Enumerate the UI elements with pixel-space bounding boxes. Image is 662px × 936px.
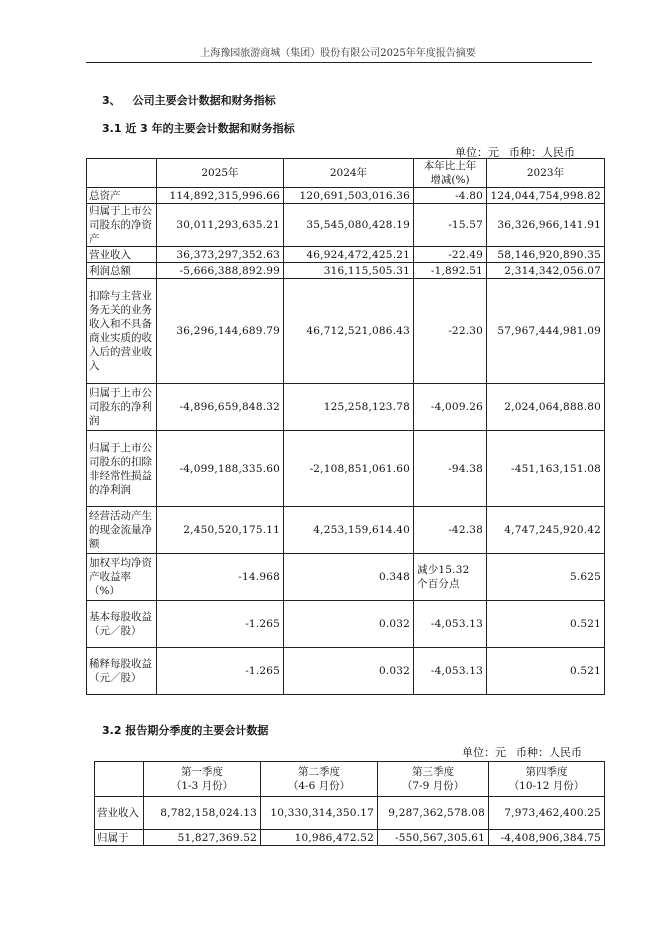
value-change: -15.57 — [414, 204, 487, 247]
value-2024: 0.348 — [284, 554, 414, 601]
value-2025: 2,450,520,175.11 — [157, 507, 284, 554]
table-row — [87, 204, 605, 247]
unit-label: 单位：元 — [462, 746, 506, 759]
value-2025: -1.265 — [157, 601, 284, 648]
quarterly-data-table — [94, 761, 605, 846]
row-label: 经营活动产生的现金流量净额 — [87, 507, 157, 554]
value-2025: -5,666,388,892.99 — [157, 263, 284, 279]
value-change: -94.38 — [414, 431, 487, 507]
header-q3: 第三季度 （7-9 月份） — [378, 762, 489, 797]
value-2025: -4,099,188,335.60 — [157, 431, 284, 507]
value-change: -22.30 — [414, 279, 487, 384]
header-q1: 第一季度 （1-3 月份） — [144, 762, 261, 797]
header-blank — [87, 159, 157, 188]
value-2025: -4,896,659,848.32 — [157, 384, 284, 431]
value-2025: 36,373,297,352.63 — [157, 247, 284, 263]
value-2023: 0.521 — [487, 648, 605, 695]
row-label: 归属于上市公司股东的扣除非经常性损益的净利润 — [87, 431, 157, 507]
header-blank — [95, 762, 144, 797]
value-2024: 4,253,159,614.40 — [284, 507, 414, 554]
section-3-title: 公司主要会计数据和财务指标 — [132, 94, 276, 107]
row-label: 基本每股收益（元／股） — [87, 601, 157, 648]
value-q4: 7,973,462,400.25 — [489, 797, 605, 830]
value-q1: 51,827,369.52 — [144, 830, 261, 846]
value-2023: 36,326,966,141.91 — [487, 204, 605, 247]
section-3-2-title: 3.2 报告期分季度的主要会计数据 — [102, 724, 269, 737]
header-rule — [86, 62, 592, 63]
table-row — [87, 431, 605, 507]
value-change: -42.38 — [414, 507, 487, 554]
value-2023: 2,314,342,056.07 — [487, 263, 605, 279]
value-2025: -1.265 — [157, 648, 284, 695]
value-2024: 46,712,521,086.43 — [284, 279, 414, 384]
table-row — [87, 554, 605, 601]
header-q4: 第四季度 （10-12 月份） — [489, 762, 605, 797]
row-label: 稀释每股收益（元／股） — [87, 648, 157, 695]
value-change: 减少15.32 个百分点 — [414, 554, 487, 601]
header-2023: 2023年 — [487, 159, 605, 188]
table-row — [87, 648, 605, 695]
table-row — [87, 247, 605, 263]
financial-indicators-table — [86, 158, 605, 695]
table-row — [95, 797, 605, 830]
value-2023: 0.521 — [487, 601, 605, 648]
value-change: -4,053.13 — [414, 601, 487, 648]
value-2025: 30,011,293,635.21 — [157, 204, 284, 247]
value-2025: -14.968 — [157, 554, 284, 601]
value-2024: 316,115,505.31 — [284, 263, 414, 279]
table-header-row — [95, 762, 605, 797]
value-2024: 0.032 — [284, 648, 414, 695]
section-3-1-title: 3.1 近 3 年的主要会计数据和财务指标 — [102, 122, 295, 135]
value-q2: 10,986,472.52 — [261, 830, 378, 846]
value-change: -4,053.13 — [414, 648, 487, 695]
value-2024: 35,545,080,428.19 — [284, 204, 414, 247]
currency-label: 币种：人民币 — [516, 746, 582, 759]
row-label: 营业收入 — [95, 797, 144, 830]
header-change: 本年比上年 增减(%) — [414, 159, 487, 188]
table-header-row — [87, 159, 605, 188]
table-row — [87, 188, 605, 204]
value-q3: 9,287,362,578.08 — [378, 797, 489, 830]
value-change: -4,009.26 — [414, 384, 487, 431]
value-2023: -451,163,151.08 — [487, 431, 605, 507]
value-change: -22.49 — [414, 247, 487, 263]
row-label: 利润总额 — [87, 263, 157, 279]
row-label: 营业收入 — [87, 247, 157, 263]
value-q4: -4,408,906,384.75 — [489, 830, 605, 846]
value-2023: 5.625 — [487, 554, 605, 601]
table-row — [87, 507, 605, 554]
row-label: 归属于 — [95, 830, 144, 846]
row-label: 总资产 — [87, 188, 157, 204]
value-2024: 120,691,503,016.36 — [284, 188, 414, 204]
value-2025: 36,296,144,689.79 — [157, 279, 284, 384]
value-2024: 0.032 — [284, 601, 414, 648]
value-2023: 57,967,444,981.09 — [487, 279, 605, 384]
value-2024: 125,258,123.78 — [284, 384, 414, 431]
value-change: -4.80 — [414, 188, 487, 204]
table-row — [87, 263, 605, 279]
value-2023: 2,024,064,888.80 — [487, 384, 605, 431]
report-header: 上海豫园旅游商城（集团）股份有限公司2025年年度报告摘要 — [200, 48, 476, 59]
value-2025: 114,892,315,996.66 — [157, 188, 284, 204]
value-2024: -2,108,851,061.60 — [284, 431, 414, 507]
unit-line-2 — [462, 744, 582, 760]
row-label: 加权平均净资产收益率（%） — [87, 554, 157, 601]
unit-label: 单位：元 — [455, 146, 499, 159]
value-q3: -550,567,305.61 — [378, 830, 489, 846]
row-label: 归属于上市公司股东的净利润 — [87, 384, 157, 431]
value-2024: 46,924,472,425.21 — [284, 247, 414, 263]
table-row — [95, 830, 605, 846]
header-2024: 2024年 — [284, 159, 414, 188]
table-row — [87, 601, 605, 648]
section-3-heading — [102, 92, 276, 108]
currency-label: 币种：人民币 — [509, 146, 575, 159]
header-2025: 2025年 — [157, 159, 284, 188]
value-q2: 10,330,314,350.17 — [261, 797, 378, 830]
header-q2: 第二季度 （4-6 月份） — [261, 762, 378, 797]
row-label: 归属于上市公司股东的净资产 — [87, 204, 157, 247]
table-row — [87, 384, 605, 431]
value-q1: 8,782,158,024.13 — [144, 797, 261, 830]
value-change: -1,892.51 — [414, 263, 487, 279]
value-2023: 58,146,920,890.35 — [487, 247, 605, 263]
section-3-number: 3、 — [102, 94, 121, 107]
table-row — [87, 279, 605, 384]
row-label: 扣除与主营业务无关的业务收入和不具备商业实质的收入后的营业收入 — [87, 279, 157, 384]
value-2023: 124,044,754,998.82 — [487, 188, 605, 204]
value-2023: 4,747,245,920.42 — [487, 507, 605, 554]
